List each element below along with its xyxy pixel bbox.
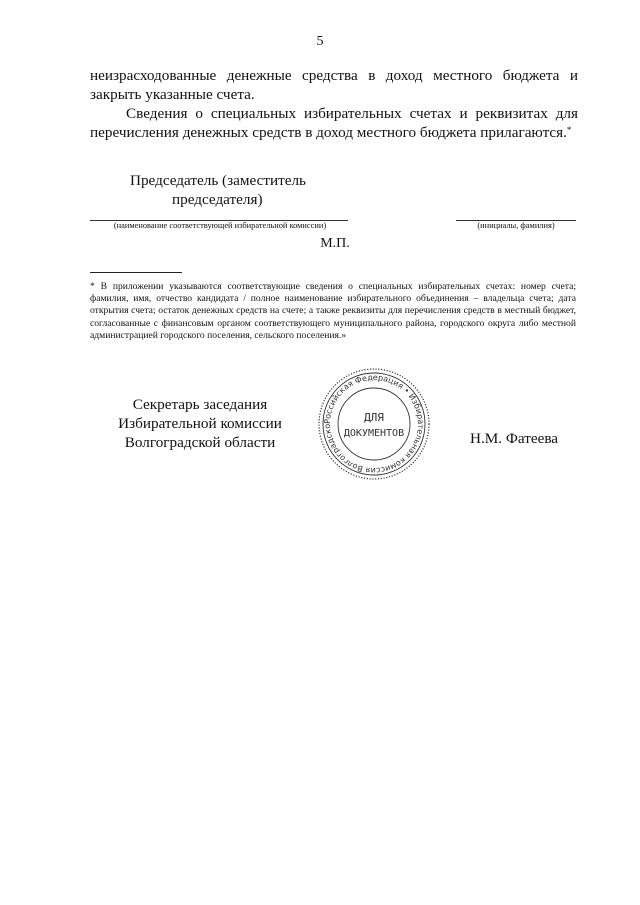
secretary-line2: Избирательной комиссии [118,415,282,432]
seal-place-label: М.П. [320,236,350,251]
secretary-line3: Волгоградской области [124,434,276,451]
signatory-name: Н.М. Фатеева [470,430,559,447]
official-stamp [316,366,432,482]
stamp-ring-textpath: Российская Федерация • Избирательная комиссия Волгоградско [322,372,426,476]
commission-caption: (наименование соответствующей избирательной комиссии) [113,221,327,230]
secretary-line1: Секретарь заседания [132,396,268,413]
footnote-text: * В приложении указываются соответствующие сведения о специальных избирательных счетах: номер счета; фамилия, имя, отчество кандидата / полное наименование избирательного объединения – владельца счета; дата открытия счета; остаток денежных средств на счете; а также реквизиты для перечисления средств в местный бюджет, согласованные с финансовым органом соответствующего муниципального района, городского округа либо местной администрацией городского поселения, сельского поселения.» [90,281,576,341]
footnote-divider [90,272,182,273]
chair-title-line1: Председатель (заместитель [130,172,306,189]
secretary-title [115,395,285,452]
paragraph-closing-accounts: неизрасходованные денежные средства в доход местного бюджета и закрыть указанные счета. [90,67,578,103]
chair-title [130,171,330,209]
stamp-center-line1: ДЛЯ [364,411,384,424]
footnote-marker: * [566,125,572,135]
paragraph-attachment [90,104,578,142]
stamp-center-line2: ДОКУМЕНТОВ [343,428,405,439]
name-caption: (инициалы, фамилия) [477,221,555,230]
page-number: 5 [316,34,324,49]
paragraph-attachment-text: Сведения о специальных избирательных счетах и реквизитах для перечисления денежных средств в доход местного бюджета прилагаются. [90,105,578,141]
chair-title-line2: председателя) [172,191,263,208]
